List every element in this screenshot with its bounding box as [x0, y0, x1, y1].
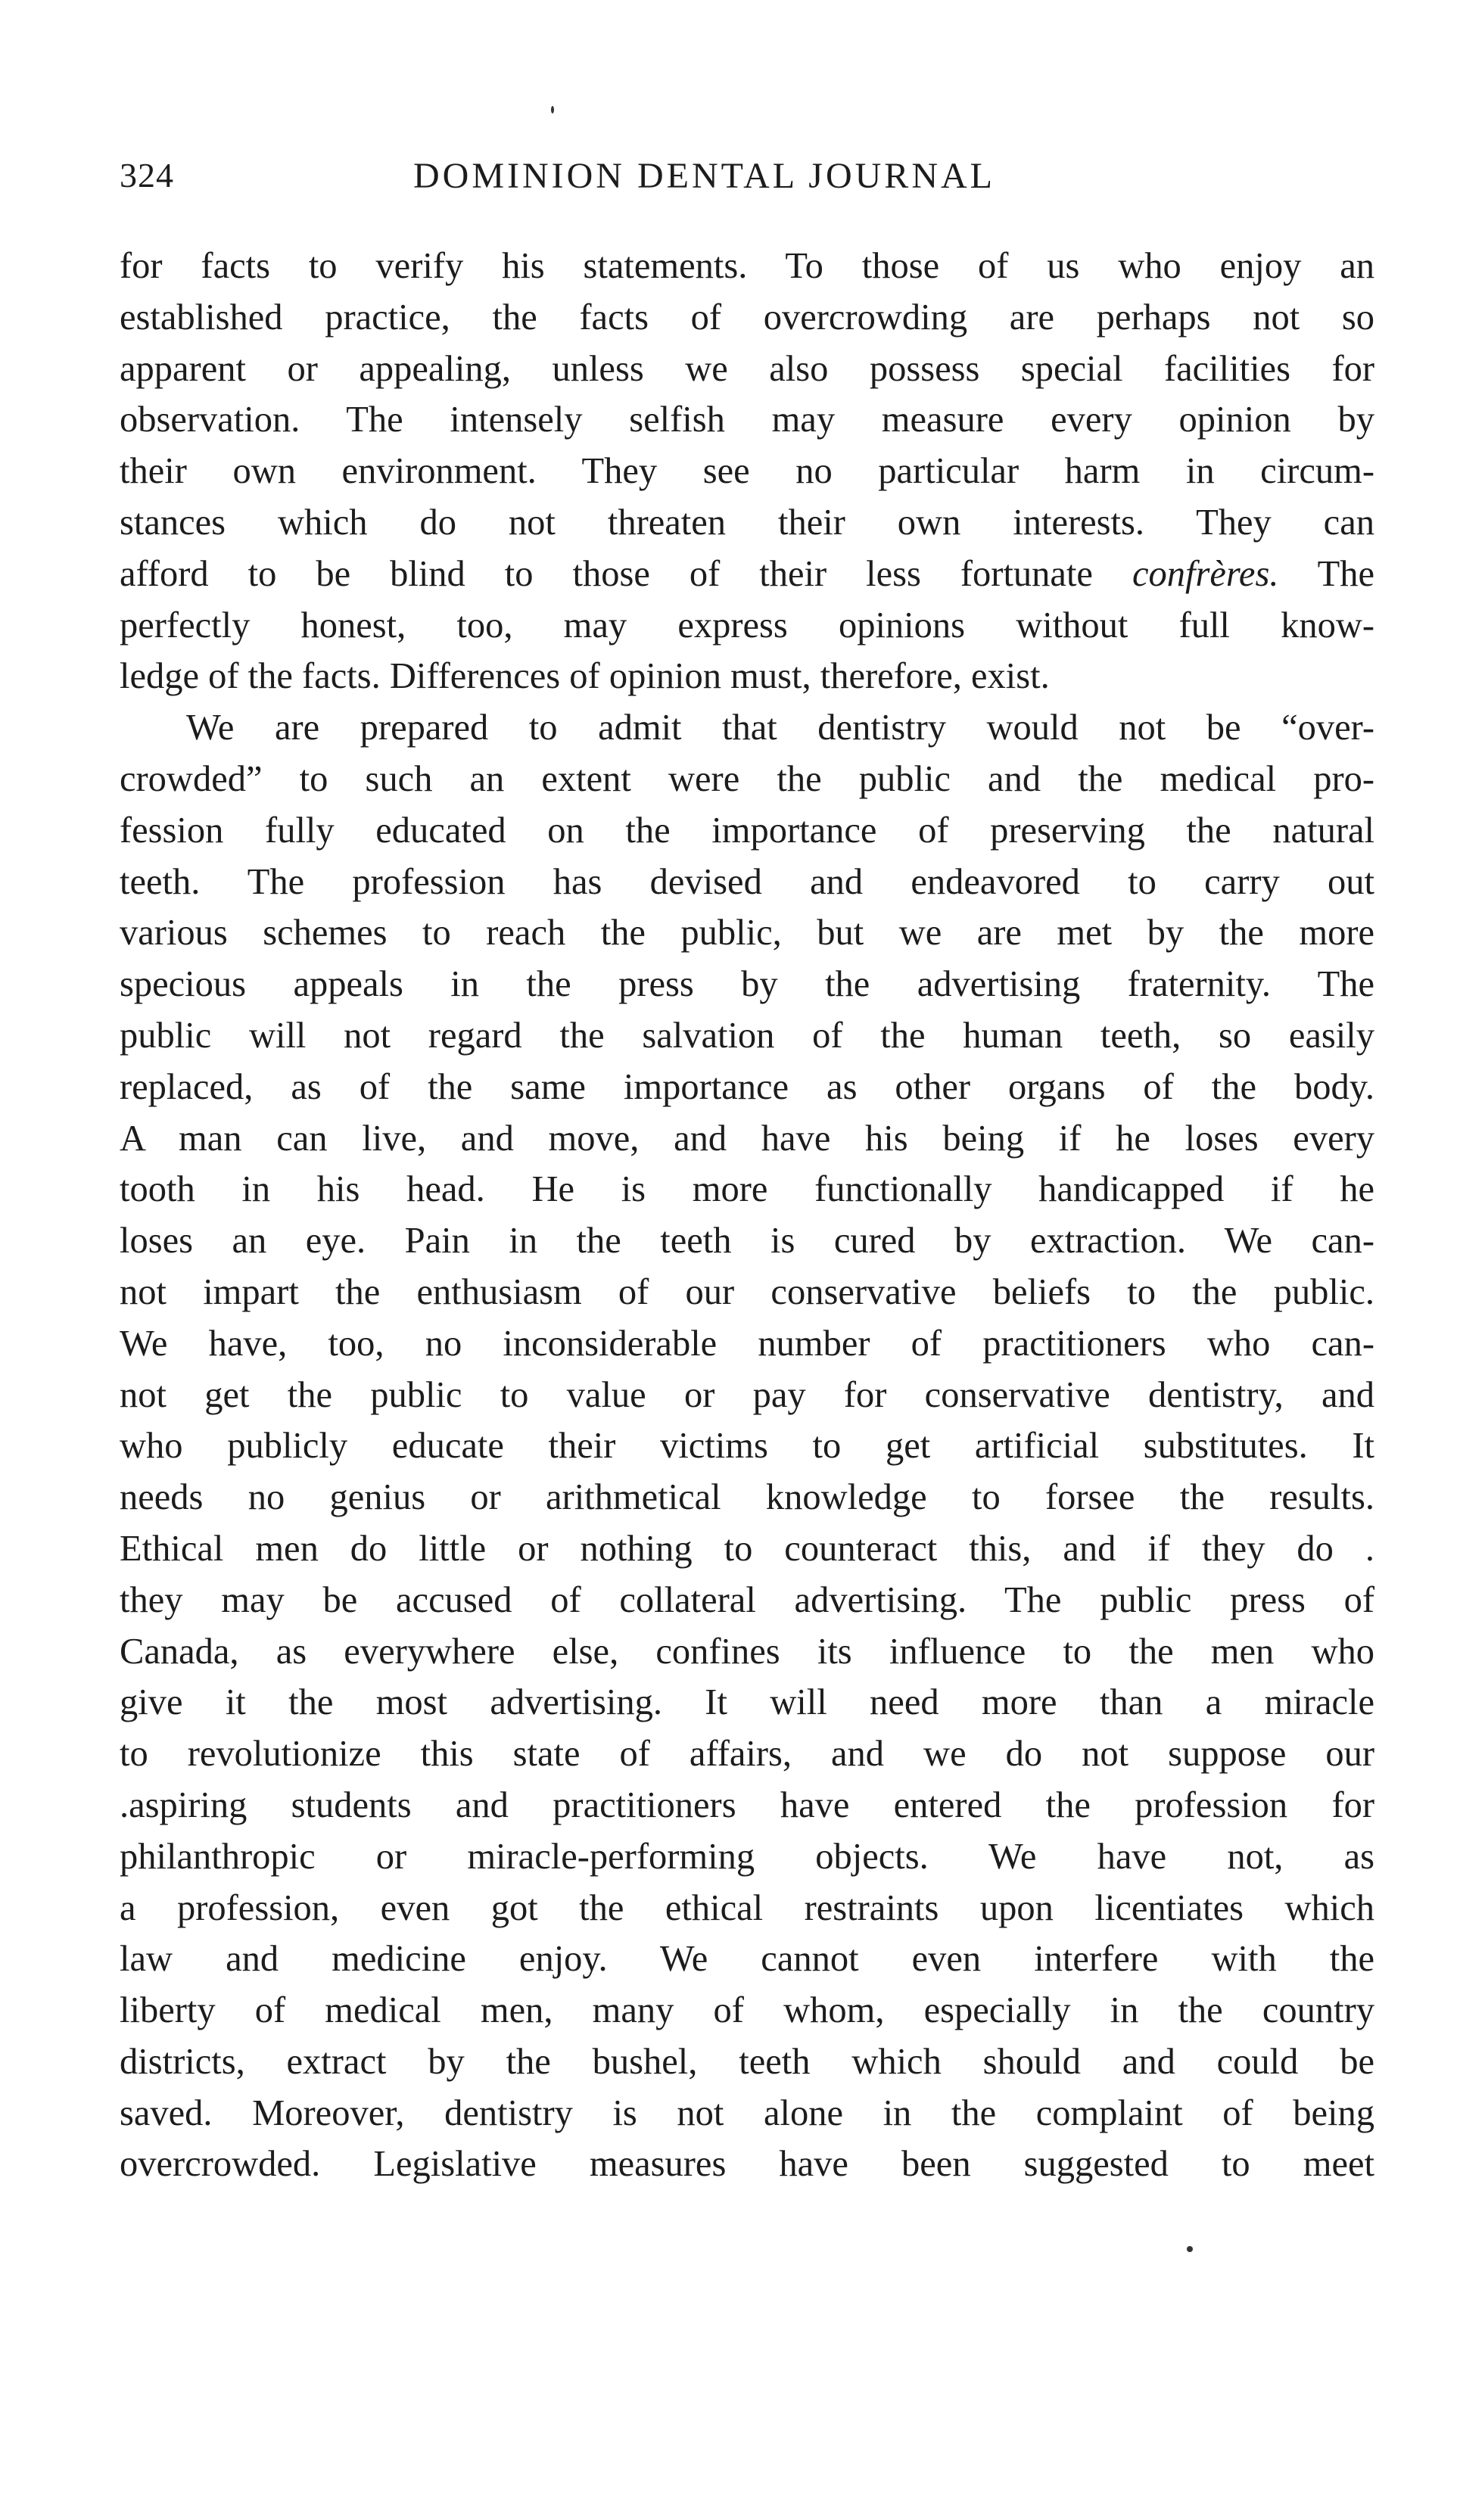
page-header [120, 155, 1376, 216]
text-line: public will not regard the salvation of the human teeth, so easily [120, 1015, 1374, 1056]
text-line: overcrowded. Legislative measures have been suggested to meet [120, 2144, 1374, 2185]
text-line: needs no genius or arithmetical knowledge to forsee the results. [120, 1477, 1374, 1518]
text-line: apparent or appealing, unless we also possess special facilities for [120, 348, 1374, 389]
text-run: The [1278, 553, 1374, 594]
body-text [120, 241, 1374, 2190]
text-line: law and medicine enjoy. We cannot even interfere with the [120, 1939, 1374, 1980]
paragraph-1 [120, 241, 1374, 702]
text-run: afford to be blind to those of their less fortunate [120, 553, 1132, 594]
text-line: to revolutionize this state of affairs, and we do not suppose our [120, 1734, 1374, 1775]
text-line: districts, extract by the bushel, teeth which should and could be [120, 2041, 1374, 2082]
text-line: not get the public to value or pay for conservative dentistry, and [120, 1374, 1374, 1415]
text-line: not impart the enthusiasm of our conservative beliefs to the public. [120, 1271, 1374, 1312]
text-line: give it the most advertising. It will need more than a miracle [120, 1682, 1374, 1723]
text-line: liberty of medical men, many of whom, especially in the country [120, 1990, 1374, 2031]
text-line: perfectly honest, too, may express opinions without full know- [120, 605, 1374, 646]
text-line: they may be accused of collateral advertising. The public press of [120, 1579, 1374, 1620]
text-line: stances which do not threaten their own interests. They can [120, 502, 1374, 543]
paragraph-2 [120, 702, 1374, 2190]
text-line: ledge of the facts. Differences of opinion must, therefore, exist. [120, 656, 1050, 697]
text-line: philanthropic or miracle-performing objects. We have not, as [120, 1836, 1374, 1877]
text-line: for facts to verify his statements. To those of us who enjoy an [120, 246, 1374, 286]
text-line: replaced, as of the same importance as other organs of the body. [120, 1066, 1374, 1107]
ink-speck-top [551, 106, 554, 114]
text-line: A man can live, and move, and have his being if he loses every [120, 1118, 1374, 1159]
text-line: We have, too, no inconsiderable number of practitioners who can- [120, 1323, 1374, 1364]
text-line: tooth in his head. He is more functionally handicapped if he [120, 1169, 1374, 1210]
text-line: We are prepared to admit that dentistry would not be “over- [186, 708, 1374, 748]
text-line: who publicly educate their victims to get artificial substitutes. It [120, 1426, 1374, 1467]
text-line: fession fully educated on the importance of preserving the natural [120, 810, 1374, 851]
text-line: their own environment. They see no particular harm in circum- [120, 451, 1374, 492]
running-head: DOMINION DENTAL JOURNAL [413, 156, 995, 196]
text-line: saved. Moreover, dentistry is not alone in the complaint of being [120, 2092, 1374, 2133]
ink-speck-bottom [1187, 2246, 1193, 2252]
text-line: a profession, even got the ethical restraints upon licentiates which [120, 1887, 1374, 1928]
text-line [120, 549, 1374, 600]
text-line: Canada, as everywhere else, confines its influence to the men who [120, 1631, 1374, 1672]
text-line: established practice, the facts of overcrowding are perhaps not so [120, 297, 1374, 338]
page-number: 324 [120, 156, 174, 194]
text-line: .aspiring students and practitioners have entered the profession for [120, 1784, 1374, 1825]
text-line: teeth. The profession has devised and endeavored to carry out [120, 861, 1374, 902]
text-line: observation. The intensely selfish may measure every opinion by [120, 400, 1374, 440]
text-line: various schemes to reach the public, but we are met by the more [120, 913, 1374, 954]
text-line: Ethical men do little or nothing to counteract this, and if they do . [120, 1528, 1374, 1569]
text-line: crowded” to such an extent were the public and the medical pro- [120, 758, 1374, 799]
text-line: specious appeals in the press by the advertising fraternity. The [120, 964, 1374, 1005]
italic-term: confrères. [1132, 553, 1279, 594]
text-line: loses an eye. Pain in the teeth is cured by extraction. We can- [120, 1221, 1374, 1262]
